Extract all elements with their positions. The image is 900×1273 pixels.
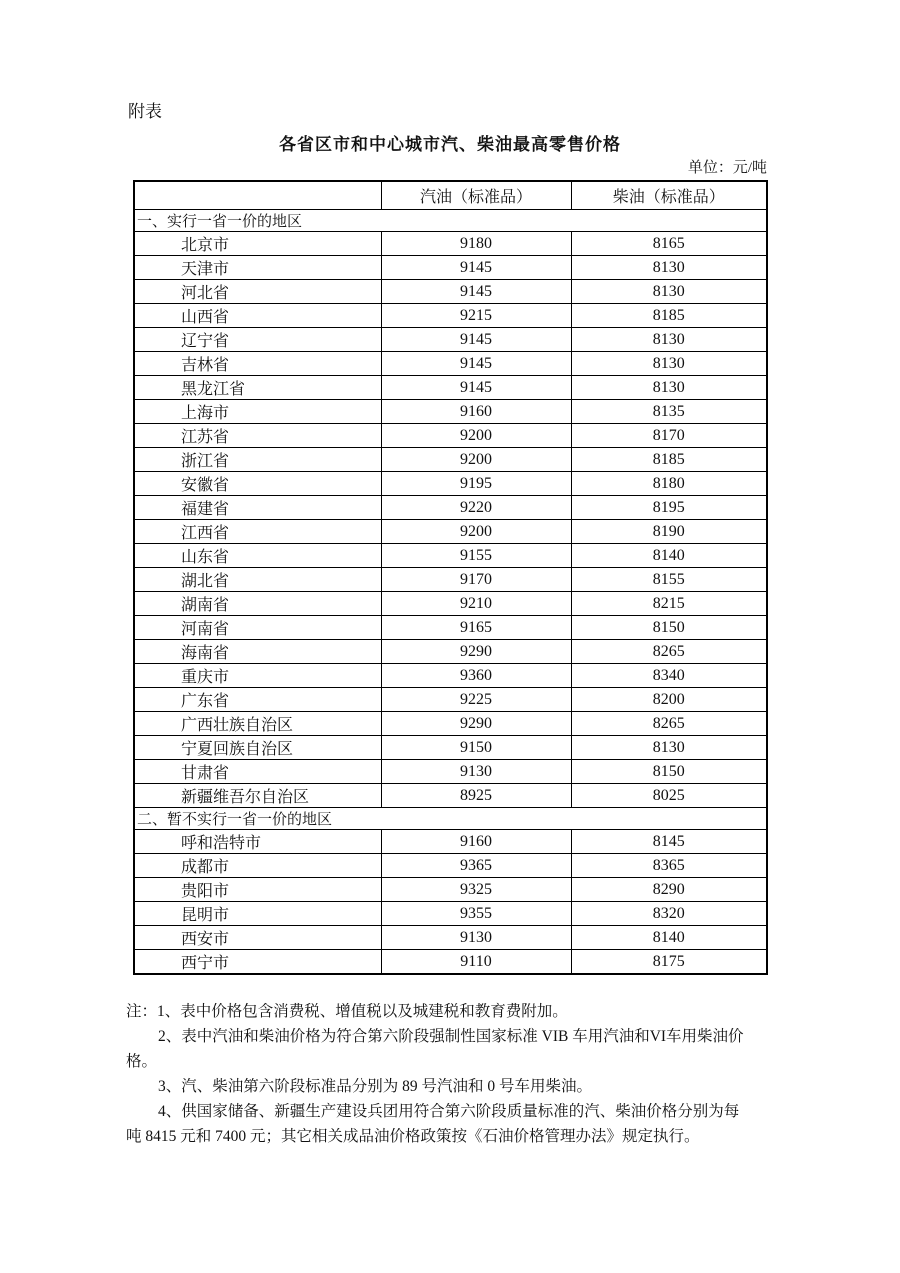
table-row bbox=[134, 640, 767, 664]
diesel-price-cell: 8190 bbox=[571, 520, 767, 544]
table-row bbox=[134, 376, 767, 400]
region-cell: 浙江省 bbox=[134, 448, 381, 472]
region-cell: 贵阳市 bbox=[134, 878, 381, 902]
gasoline-price-cell: 9170 bbox=[381, 568, 571, 592]
gasoline-price-cell: 9180 bbox=[381, 232, 571, 256]
diesel-price-cell: 8175 bbox=[571, 950, 767, 975]
diesel-price-cell: 8130 bbox=[571, 376, 767, 400]
region-cell: 福建省 bbox=[134, 496, 381, 520]
region-cell: 宁夏回族自治区 bbox=[134, 736, 381, 760]
region-cell: 西宁市 bbox=[134, 950, 381, 975]
table-header-row bbox=[134, 181, 767, 210]
table-row bbox=[134, 616, 767, 640]
table-row bbox=[134, 424, 767, 448]
diesel-price-cell: 8130 bbox=[571, 352, 767, 376]
gasoline-price-cell: 9325 bbox=[381, 878, 571, 902]
diesel-price-cell: 8265 bbox=[571, 640, 767, 664]
region-cell: 山西省 bbox=[134, 304, 381, 328]
table-row bbox=[134, 280, 767, 304]
gasoline-price-cell: 9200 bbox=[381, 448, 571, 472]
region-cell: 广东省 bbox=[134, 688, 381, 712]
unit-label: 单位：元/吨 bbox=[687, 160, 767, 176]
table-row bbox=[134, 352, 767, 376]
diesel-price-cell: 8145 bbox=[571, 830, 767, 854]
diesel-price-cell: 8140 bbox=[571, 926, 767, 950]
region-cell: 天津市 bbox=[134, 256, 381, 280]
gasoline-price-cell: 9360 bbox=[381, 664, 571, 688]
table-row bbox=[134, 712, 767, 736]
table-row bbox=[134, 878, 767, 902]
gasoline-price-cell: 9210 bbox=[381, 592, 571, 616]
section-header-row bbox=[134, 210, 767, 232]
diesel-price-cell: 8185 bbox=[571, 448, 767, 472]
col-header-gasoline: 汽油（标准品） bbox=[381, 181, 571, 210]
region-cell: 山东省 bbox=[134, 544, 381, 568]
region-cell: 新疆维吾尔自治区 bbox=[134, 784, 381, 808]
table-row bbox=[134, 736, 767, 760]
section-header-label: 一、实行一省一价的地区 bbox=[134, 210, 767, 232]
gasoline-price-cell: 9160 bbox=[381, 400, 571, 424]
region-cell: 呼和浩特市 bbox=[134, 830, 381, 854]
diesel-price-cell: 8265 bbox=[571, 712, 767, 736]
note-line: 注：1、表中价格包含消费税、增值税以及城建税和教育费附加。 bbox=[126, 1003, 568, 1020]
diesel-price-cell: 8140 bbox=[571, 544, 767, 568]
gasoline-price-cell: 9200 bbox=[381, 520, 571, 544]
note-line: 吨 8415 元和 7400 元；其它相关成品油价格政策按《石油价格管理办法》规定执行。 bbox=[126, 1128, 700, 1145]
table-row bbox=[134, 568, 767, 592]
gasoline-price-cell: 9145 bbox=[381, 280, 571, 304]
gasoline-price-cell: 9165 bbox=[381, 616, 571, 640]
diesel-price-cell: 8135 bbox=[571, 400, 767, 424]
diesel-price-cell: 8155 bbox=[571, 568, 767, 592]
table-row bbox=[134, 784, 767, 808]
table-row bbox=[134, 520, 767, 544]
table-row bbox=[134, 664, 767, 688]
region-cell: 河北省 bbox=[134, 280, 381, 304]
diesel-price-cell: 8130 bbox=[571, 280, 767, 304]
table-row bbox=[134, 328, 767, 352]
region-cell: 上海市 bbox=[134, 400, 381, 424]
document-title: 各省区市和中心城市汽、柴油最高零售价格 bbox=[279, 135, 621, 154]
table-row bbox=[134, 232, 767, 256]
gasoline-price-cell: 9365 bbox=[381, 854, 571, 878]
section-header-label: 二、暂不实行一省一价的地区 bbox=[134, 808, 767, 830]
note-line: 4、供国家储备、新疆生产建设兵团用符合第六阶段质量标准的汽、柴油价格分别为每 bbox=[158, 1103, 740, 1120]
region-cell: 辽宁省 bbox=[134, 328, 381, 352]
gasoline-price-cell: 9145 bbox=[381, 256, 571, 280]
gasoline-price-cell: 9130 bbox=[381, 926, 571, 950]
gasoline-price-cell: 9225 bbox=[381, 688, 571, 712]
diesel-price-cell: 8320 bbox=[571, 902, 767, 926]
diesel-price-cell: 8130 bbox=[571, 736, 767, 760]
col-header-region bbox=[134, 181, 381, 210]
gasoline-price-cell: 9160 bbox=[381, 830, 571, 854]
gasoline-price-cell: 9220 bbox=[381, 496, 571, 520]
gasoline-price-cell: 9200 bbox=[381, 424, 571, 448]
diesel-price-cell: 8165 bbox=[571, 232, 767, 256]
diesel-price-cell: 8180 bbox=[571, 472, 767, 496]
table-row bbox=[134, 304, 767, 328]
diesel-price-cell: 8200 bbox=[571, 688, 767, 712]
table-row bbox=[134, 688, 767, 712]
region-cell: 湖北省 bbox=[134, 568, 381, 592]
diesel-price-cell: 8195 bbox=[571, 496, 767, 520]
gasoline-price-cell: 9145 bbox=[381, 328, 571, 352]
gasoline-price-cell: 9290 bbox=[381, 712, 571, 736]
table-row bbox=[134, 830, 767, 854]
region-cell: 江西省 bbox=[134, 520, 381, 544]
gasoline-price-cell: 9150 bbox=[381, 736, 571, 760]
region-cell: 昆明市 bbox=[134, 902, 381, 926]
region-cell: 西安市 bbox=[134, 926, 381, 950]
table-body bbox=[134, 210, 767, 975]
region-cell: 甘肃省 bbox=[134, 760, 381, 784]
region-cell: 河南省 bbox=[134, 616, 381, 640]
table-row bbox=[134, 544, 767, 568]
gasoline-price-cell: 9215 bbox=[381, 304, 571, 328]
diesel-price-cell: 8340 bbox=[571, 664, 767, 688]
region-cell: 吉林省 bbox=[134, 352, 381, 376]
table-row bbox=[134, 760, 767, 784]
diesel-price-cell: 8130 bbox=[571, 328, 767, 352]
table-row bbox=[134, 926, 767, 950]
table-row bbox=[134, 902, 767, 926]
price-table bbox=[133, 180, 768, 975]
notes bbox=[126, 999, 798, 1149]
table-row bbox=[134, 472, 767, 496]
gasoline-price-cell: 8925 bbox=[381, 784, 571, 808]
gasoline-price-cell: 9155 bbox=[381, 544, 571, 568]
region-cell: 成都市 bbox=[134, 854, 381, 878]
gasoline-price-cell: 9195 bbox=[381, 472, 571, 496]
region-cell: 广西壮族自治区 bbox=[134, 712, 381, 736]
table-row bbox=[134, 448, 767, 472]
gasoline-price-cell: 9355 bbox=[381, 902, 571, 926]
section-header-row bbox=[134, 808, 767, 830]
diesel-price-cell: 8025 bbox=[571, 784, 767, 808]
col-header-diesel: 柴油（标准品） bbox=[571, 181, 767, 210]
table-row bbox=[134, 854, 767, 878]
appendix-label: 附表 bbox=[128, 102, 162, 121]
note-line: 3、汽、柴油第六阶段标准品分别为 89 号汽油和 0 号车用柴油。 bbox=[158, 1078, 593, 1095]
diesel-price-cell: 8170 bbox=[571, 424, 767, 448]
table-row bbox=[134, 400, 767, 424]
table-row bbox=[134, 950, 767, 975]
gasoline-price-cell: 9110 bbox=[381, 950, 571, 975]
note-line: 格。 bbox=[126, 1053, 158, 1070]
region-cell: 江苏省 bbox=[134, 424, 381, 448]
region-cell: 安徽省 bbox=[134, 472, 381, 496]
region-cell: 重庆市 bbox=[134, 664, 381, 688]
diesel-price-cell: 8365 bbox=[571, 854, 767, 878]
diesel-price-cell: 8150 bbox=[571, 760, 767, 784]
note-line: 2、表中汽油和柴油价格为符合第六阶段强制性国家标准 VIB 车用汽油和VI车用柴油价 bbox=[158, 1028, 744, 1045]
region-cell: 湖南省 bbox=[134, 592, 381, 616]
diesel-price-cell: 8185 bbox=[571, 304, 767, 328]
gasoline-price-cell: 9290 bbox=[381, 640, 571, 664]
region-cell: 黑龙江省 bbox=[134, 376, 381, 400]
gasoline-price-cell: 9145 bbox=[381, 376, 571, 400]
table-row bbox=[134, 592, 767, 616]
diesel-price-cell: 8215 bbox=[571, 592, 767, 616]
diesel-price-cell: 8290 bbox=[571, 878, 767, 902]
region-cell: 海南省 bbox=[134, 640, 381, 664]
gasoline-price-cell: 9130 bbox=[381, 760, 571, 784]
table-row bbox=[134, 256, 767, 280]
table-row bbox=[134, 496, 767, 520]
diesel-price-cell: 8150 bbox=[571, 616, 767, 640]
diesel-price-cell: 8130 bbox=[571, 256, 767, 280]
region-cell: 北京市 bbox=[134, 232, 381, 256]
gasoline-price-cell: 9145 bbox=[381, 352, 571, 376]
